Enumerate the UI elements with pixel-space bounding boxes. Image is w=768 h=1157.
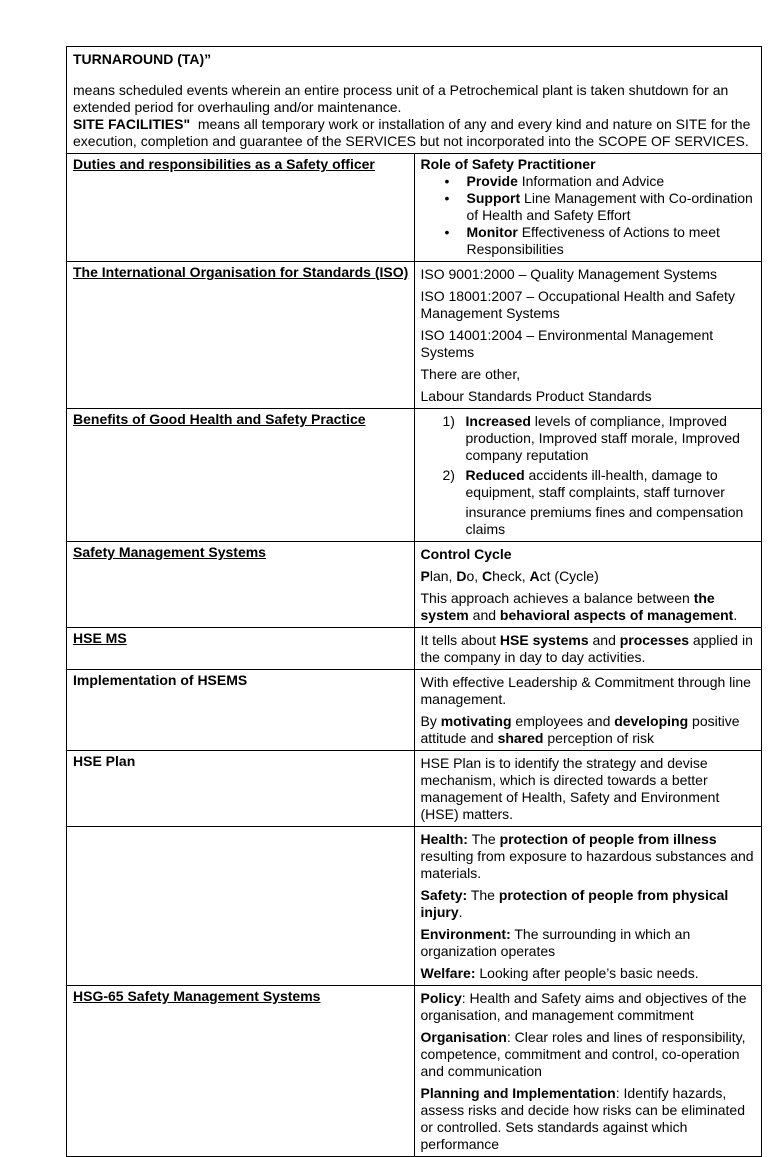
hsg65-row bbox=[67, 986, 762, 1157]
hse-plan-text: HSE Plan is to identify the strategy and devise mechanism, which is directed towards a better management of Health, Safety and Environment (HSE) matters. bbox=[420, 755, 720, 822]
benefits-row bbox=[67, 409, 762, 542]
implementation-line: With effective Leadership & Commitment through line management. bbox=[420, 674, 751, 707]
row-label: Duties and responsibilities as a Safety officer bbox=[67, 154, 415, 262]
duties-content bbox=[414, 154, 762, 262]
row-label: Implementation of HSEMS bbox=[67, 670, 415, 751]
approach-text: This approach achieves a balance between the system and behavioral aspects of management. bbox=[420, 590, 738, 623]
hse-ms-content bbox=[414, 628, 762, 670]
iso-line: ISO 9001:2000 – Quality Management Systems bbox=[420, 266, 717, 282]
role-title: Role of Safety Practitioner bbox=[420, 156, 596, 172]
turnaround-heading: TURNAROUND (TA)” bbox=[73, 51, 212, 67]
hse-definitions-table bbox=[66, 46, 762, 1157]
hse-plan-row bbox=[67, 751, 762, 827]
implementation-row bbox=[67, 670, 762, 751]
document-page bbox=[66, 46, 762, 1152]
sms-content bbox=[414, 542, 762, 628]
row-label: HSG-65 Safety Management Systems bbox=[67, 986, 415, 1157]
iso-line: ISO 18001:2007 – Occupational Health and Safety Management Systems bbox=[420, 288, 735, 321]
organisation-item: Organisation: Clear roles and lines of responsibility, competence, commitment and control, co-operation and communication bbox=[420, 1029, 746, 1079]
pdca-line: Plan, Do, Check, Act (Cycle) bbox=[420, 568, 599, 584]
iso-line: ISO 14001:2004 – Environmental Management Systems bbox=[420, 327, 714, 360]
intro-row bbox=[67, 47, 762, 154]
implementation-content bbox=[414, 670, 762, 751]
hse-ms-text: It tells about HSE systems and processes applied in the company in day to day activities. bbox=[420, 632, 753, 665]
row-label: Safety Management Systems bbox=[67, 542, 415, 628]
row-label-empty bbox=[67, 827, 415, 986]
implementation-line: By motivating employees and developing positive attitude and shared perception of risk bbox=[420, 713, 740, 746]
policy-item: Policy: Health and Safety aims and objectives of the organisation, and management commitment bbox=[420, 990, 747, 1023]
list-item: 1) Increased levels of compliance, Improved production, Improved staff morale, Improved company reputation bbox=[442, 413, 740, 463]
row-label: Benefits of Good Health and Safety Practice bbox=[67, 409, 415, 542]
iso-row bbox=[67, 262, 762, 409]
iso-line: There are other, bbox=[420, 366, 521, 382]
duties-row bbox=[67, 154, 762, 262]
list-item: • Provide Information and Advice bbox=[445, 173, 757, 190]
site-facilities-definition: SITE FACILITIES" means all temporary work or installation of any and every kind and nature on SITE for the execution, completion and guarantee of the SERVICES but not incorporated into the SCOPE OF SERVICES. bbox=[73, 116, 751, 149]
site-facilities-term: SITE FACILITIES" bbox=[73, 116, 191, 132]
role-bullet-list bbox=[421, 173, 757, 258]
safety-definition: Safety: The protection of people from physical injury. bbox=[420, 887, 729, 920]
planning-item: Planning and Implementation: Identify hazards, assess risks and decide how risks can be eliminated or controlled. Sets standards against which performance bbox=[420, 1085, 745, 1152]
benefits-list bbox=[421, 413, 757, 501]
definitions-content bbox=[414, 827, 762, 986]
row-label: The International Organisation for Standards (ISO) bbox=[67, 262, 415, 409]
health-definition: Health: The protection of people from illness resulting from exposure to hazardous substances and materials. bbox=[420, 831, 754, 881]
welfare-definition: Welfare: Looking after people’s basic needs. bbox=[420, 965, 699, 981]
sms-row bbox=[67, 542, 762, 628]
iso-line: Labour Standards Product Standards bbox=[420, 388, 652, 404]
turnaround-definition: means scheduled events wherein an entire process unit of a Petrochemical plant is taken shutdown for an extended period for overhauling and/or maintenance. bbox=[73, 82, 729, 115]
hse-ms-row bbox=[67, 628, 762, 670]
hse-plan-content bbox=[414, 751, 762, 827]
hsg65-content bbox=[414, 986, 762, 1157]
benefits-extra: insurance premiums fines and compensation claims bbox=[465, 504, 744, 537]
row-label: HSE MS bbox=[67, 628, 415, 670]
intro-cell bbox=[67, 47, 762, 154]
list-item: • Monitor Effectiveness of Actions to meet Responsibilities bbox=[445, 224, 757, 258]
benefits-content bbox=[414, 409, 762, 542]
environment-definition: Environment: The surrounding in which an organization operates bbox=[420, 926, 691, 959]
definitions-row bbox=[67, 827, 762, 986]
iso-content bbox=[414, 262, 762, 409]
list-item: 2) Reduced accidents ill-health, damage to equipment, staff complaints, staff turnover bbox=[442, 467, 725, 500]
row-label: HSE Plan bbox=[67, 751, 415, 827]
list-item: • Support Line Management with Co-ordination of Health and Safety Effort bbox=[445, 190, 757, 224]
control-cycle-title: Control Cycle bbox=[420, 546, 512, 562]
